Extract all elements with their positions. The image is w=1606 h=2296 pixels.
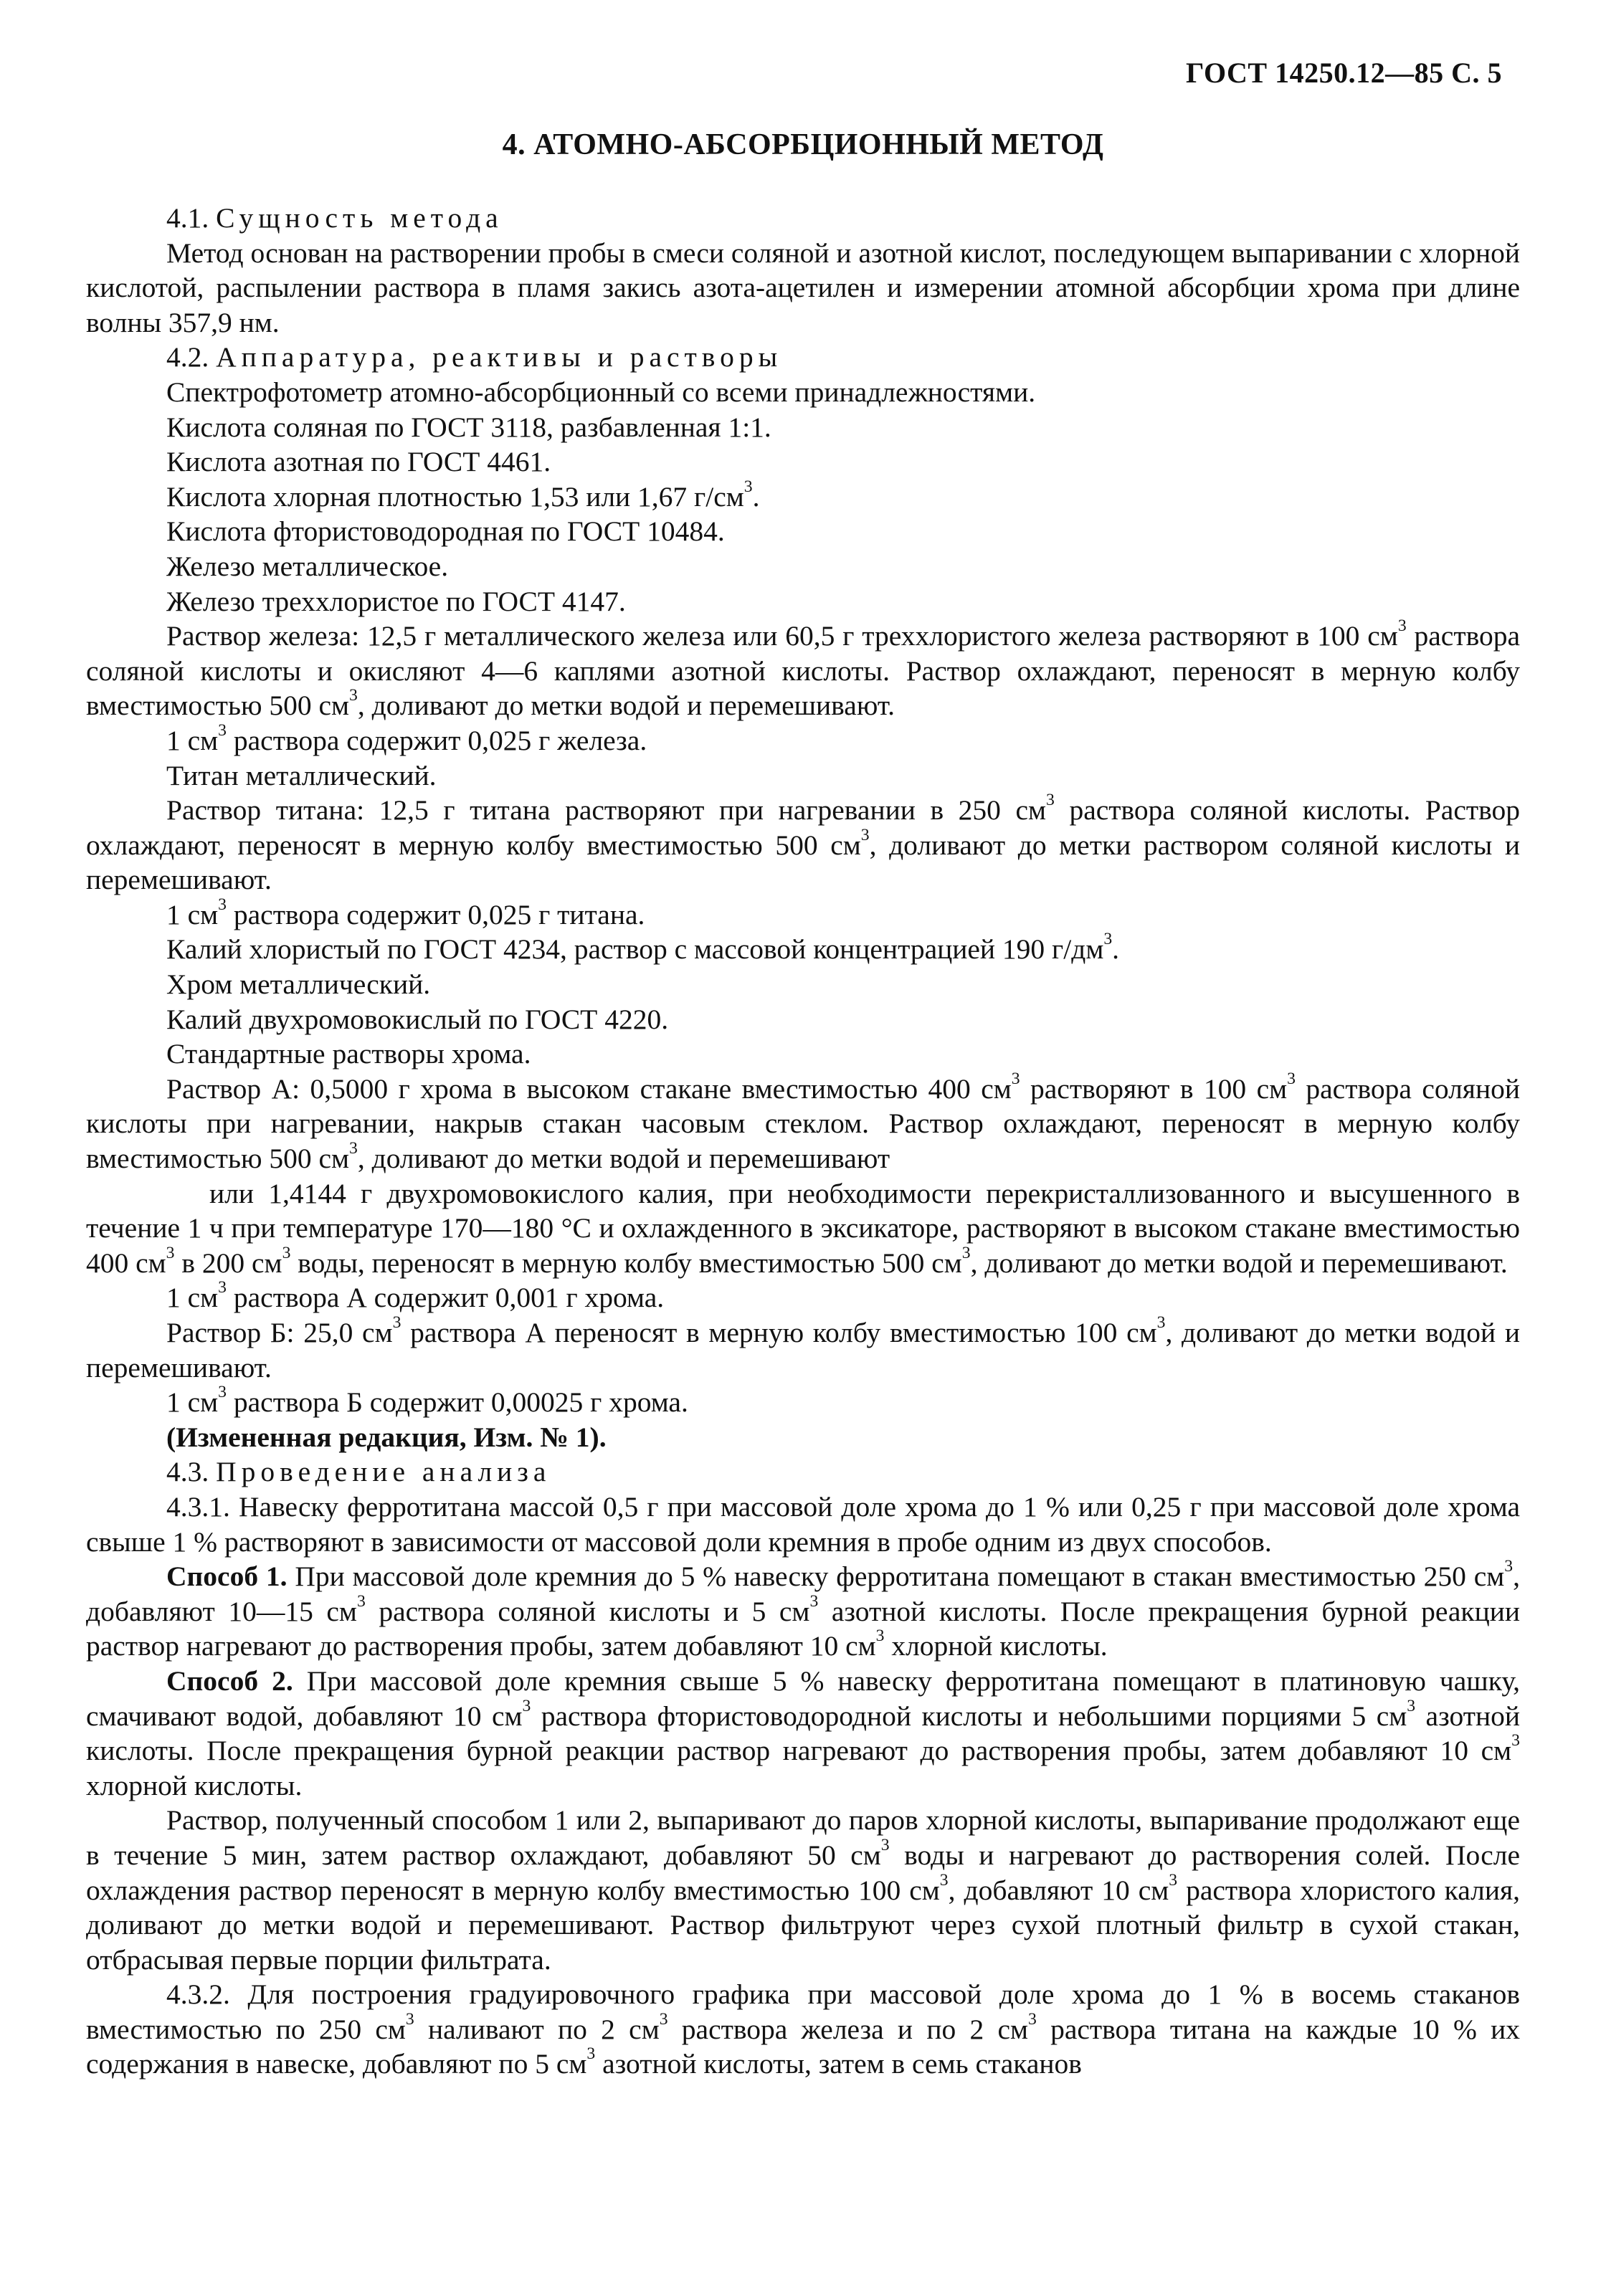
- paragraph: Раствор железа: 12,5 г металлического железа или 60,5 г треххлористого железа растворяют в 100 $см^3$ раствора соляной кислоты и окисляют 4—6 каплями азотной кислоты. Раствор охлаждают, переносят в мерную колбу вместимостью 500 $см^3$, доливают до метки водой и перемешивают.: [86, 616, 1520, 722]
- paragraph: Раствор А: 0,5000 г хрома в высоком стакане вместимостью 400 $см^3$ растворяют в 100 $см^3$ раствора соляной кислоты при нагревании, накрыв стакан часовым стеклом. Раствор охлаждают, переносят в мерную колбу вместимостью 500 $см^3$, доливают до метки водой и перемешивают: [86, 1069, 1520, 1175]
- amendment-note: (Измененная редакция, Изм. № 1).: [166, 1421, 607, 1453]
- paragraph: 1 $см^3$ раствора содержит 0,025 г железа.: [166, 720, 647, 756]
- section-title: 4. АТОМНО-АБСОРБЦИОННЫЙ МЕТОД: [502, 128, 1104, 161]
- list-item: Кислота фтористоводородная по ГОСТ 10484.: [166, 515, 725, 548]
- paragraph: Способ 1. При массовой доле кремния до 5 % навеску ферротитана помещают в стакан вместимостью 250 $см^3$, добавляют 10—15 $см^3$ раствора соляной кислоты и 5 $см^3$ азотной кислоты. После прекращения бурной реакции раствор нагревают до растворения пробы, затем добавляют 10 $см^3$ хлорной кислоты.: [86, 1557, 1521, 1662]
- body-text: [86, 201, 1520, 2082]
- list-item: Кислота хлорная плотностью 1,53 или 1,67 $г/см^3$.: [166, 477, 760, 513]
- paragraph: или 1,4144 г двухромовокислого калия, при необходимости перекристаллизованного и высушенного в течение 1 ч при температуре 170—180 °С и охлажденного в эксикаторе, растворяют в высоком стакане вместимостью 400 $см^3$ в 200 $см^3$ воды, переносят в мерную колбу вместимостью 500 $см^3$, доливают до метки водой и перемешивают.: [86, 1177, 1520, 1279]
- paragraph: 1 $см^3$ раствора Б содержит 0,00025 г хрома.: [166, 1383, 688, 1419]
- list-item: Титан металлический.: [166, 759, 437, 791]
- paragraph: 1 $см^3$ раствора содержит 0,025 г титана.: [166, 895, 645, 930]
- list-item: Стандартные растворы хрома.: [166, 1038, 531, 1070]
- paragraph: Раствор Б: 25,0 $см^3$ раствора А переносят в мерную колбу вместимостью 100 $см^3$, доливают до метки водой и перемешивают.: [86, 1313, 1520, 1383]
- list-item: Калий хлористый по ГОСТ 4234, раствор с массовой концентрацией 190 $г/дм^3$.: [166, 930, 1120, 966]
- paragraph: 1 $см^3$ раствора А содержит 0,001 г хрома.: [166, 1278, 665, 1314]
- paragraph: Раствор, полученный способом 1 или 2, выпаривают до паров хлорной кислоты, выпаривание продолжают еще в течение 5 мин, затем раствор охлаждают, добавляют 50 $см^3$ воды и нагревают до растворения солей. После охлаждения раствор переносят в мерную колбу вместимостью 100 $см^3$, добавляют 10 $см^3$ раствора хлористого калия, доливают до метки водой и перемешивают. Раствор фильтруют через сухой плотный фильтр в сухой стакан, отбрасывая первые порции фильтрата.: [86, 1804, 1520, 1976]
- paragraph: Раствор титана: 12,5 г титана растворяют при нагревании в 250 $см^3$ раствора соляной кислоты. Раствор охлаждают, переносят в мерную колбу вместимостью 500 $см^3$, доливают до метки раствором соляной кислоты и перемешивают.: [86, 790, 1521, 896]
- list-item: Кислота азотная по ГОСТ 4461.: [166, 446, 551, 478]
- list-item: Хром металлический.: [166, 968, 431, 1001]
- paragraph: 4.3.2. Для построения градуировочного графика при массовой доле хрома до 1 % в восемь стаканов вместимостью по 250 $см^3$ наливают по 2 $см^3$ раствора железа и по 2 $см^3$ раствора титана на каждые 10 % их содержания в навеске, добавляют по 5 $см^3$ азотной кислоты, затем в семь стаканов: [86, 1978, 1520, 2080]
- paragraph: Способ 2. При массовой доле кремния свыше 5 % навеску ферротитана помещают в платиновую чашку, смачивают водой, добавляют 10 $см^3$ раствора фтористоводородной кислоты и небольшими порциями 5 $см^3$ азотной кислоты. После прекращения бурной реакции раствор нагревают до растворения пробы, затем добавляют 10 $см^3$ хлорной кислоты.: [86, 1664, 1521, 1801]
- paragraph: 4.3.1. Навеску ферротитана массой 0,5 г при массовой доле хрома до 1 % или 0,25 г при массовой доле хрома свыше 1 % растворяют в зависимости от массовой доли кремния в пробе одним из двух способов.: [86, 1490, 1520, 1558]
- list-item: Калий двухромовокислый по ГОСТ 4220.: [166, 1003, 669, 1035]
- subsection-heading-4-3: 4.3. Проведение анализа: [166, 1456, 551, 1488]
- list-item: Железо треххлористое по ГОСТ 4147.: [166, 585, 626, 617]
- subsection-heading-4-2: 4.2. Аппаратура, реактивы и растворы: [166, 341, 783, 373]
- list-item: Спектрофотометр атомно-абсорбционный со всеми принадлежностями.: [166, 376, 1036, 408]
- subsection-heading-4-1: 4.1. Сущность метода: [166, 202, 503, 234]
- list-item: Кислота соляная по ГОСТ 3118, разбавленная 1:1.: [166, 411, 771, 443]
- running-header: ГОСТ 14250.12—85 С. 5: [1185, 57, 1502, 89]
- paragraph: Метод основан на растворении пробы в смеси соляной и азотной кислот, последующем выпаривании с хлорной кислотой, распылении раствора в пламя закись азота-ацетилен и измерении атомной абсорбции хрома при длине волны 357,9 нм.: [86, 237, 1520, 338]
- list-item: Железо металлическое.: [166, 550, 449, 582]
